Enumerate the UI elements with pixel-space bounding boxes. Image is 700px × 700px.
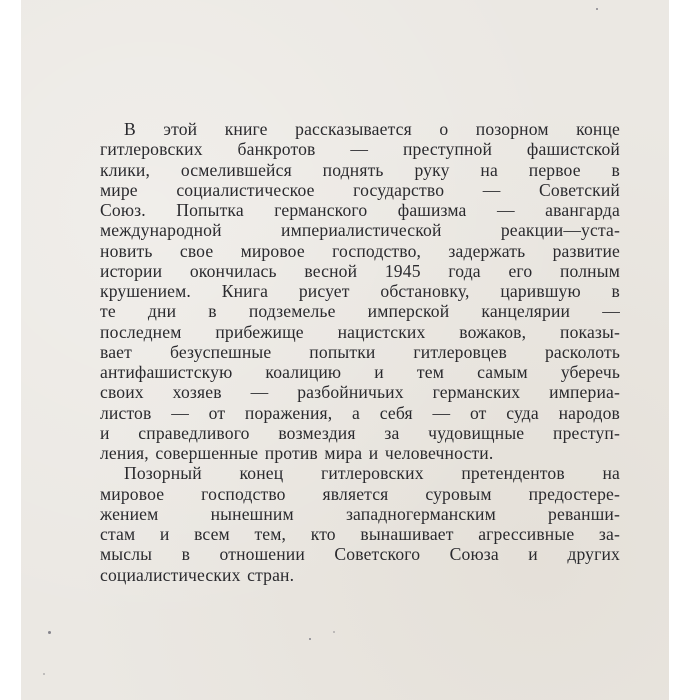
paper-speck [309,638,311,640]
text-line: истории окончилась весной 1945 года его полным [100,260,620,281]
text-line: стам и всем тем, кто вынашивает агрессивные за- [100,524,620,544]
text-line: последнем прибежище нацистских вожаков, показы- [100,321,620,342]
text-line: клики, осмелившейся поднять руку на первое в [100,159,620,180]
paragraph-2 [100,463,620,585]
text-line: вает безуспешные попытки гитлеровцев расколоть [100,341,620,362]
text-line: новить свое мировое господство, задержать развитие [100,240,620,261]
paper-speck [43,673,45,675]
text-line: В этой книге рассказывается о позорном конце [124,119,620,139]
text-line: Позорный конец гитлеровских претендентов на [124,463,620,484]
text-line: мыслы в отношении Советского Союза и других [100,544,620,565]
text-line: социалистических стран. [100,564,295,585]
text-line: антифашистскую коалицию и тем самым уберечь [100,362,620,382]
text-line: мире социалистическое государство — Советский [100,179,620,200]
text-line: Союз. Попытка германского фашизма — авангарда [100,200,620,220]
annotation-text [100,119,620,585]
text-line: листов — от поражения, а себя — от суда народов [100,402,620,423]
paper-speck [596,8,598,10]
text-line: международной империалистической реакции—уста- [100,220,620,241]
text-line: и справедливого возмездия за чудовищные преступ- [100,422,620,443]
paragraph-1 [100,119,620,463]
text-line: своих хозяев — разбойничьих германских империа- [100,382,620,403]
text-line: мировое господство является суровым предостере- [100,483,620,504]
book-page [21,0,669,700]
text-line: ления, совершенные против мира и человечности. [100,443,494,463]
text-line: крушением. Книга рисует обстановку, царившую в [100,281,620,301]
paper-speck [48,631,51,634]
text-line: те дни в подземелье имперской канцелярии — [100,301,620,322]
paper-speck [333,631,335,633]
text-line: гитлеровских банкротов — преступной фашистской [100,139,620,160]
text-line: жением нынешним западногерманским реванши- [100,503,620,524]
